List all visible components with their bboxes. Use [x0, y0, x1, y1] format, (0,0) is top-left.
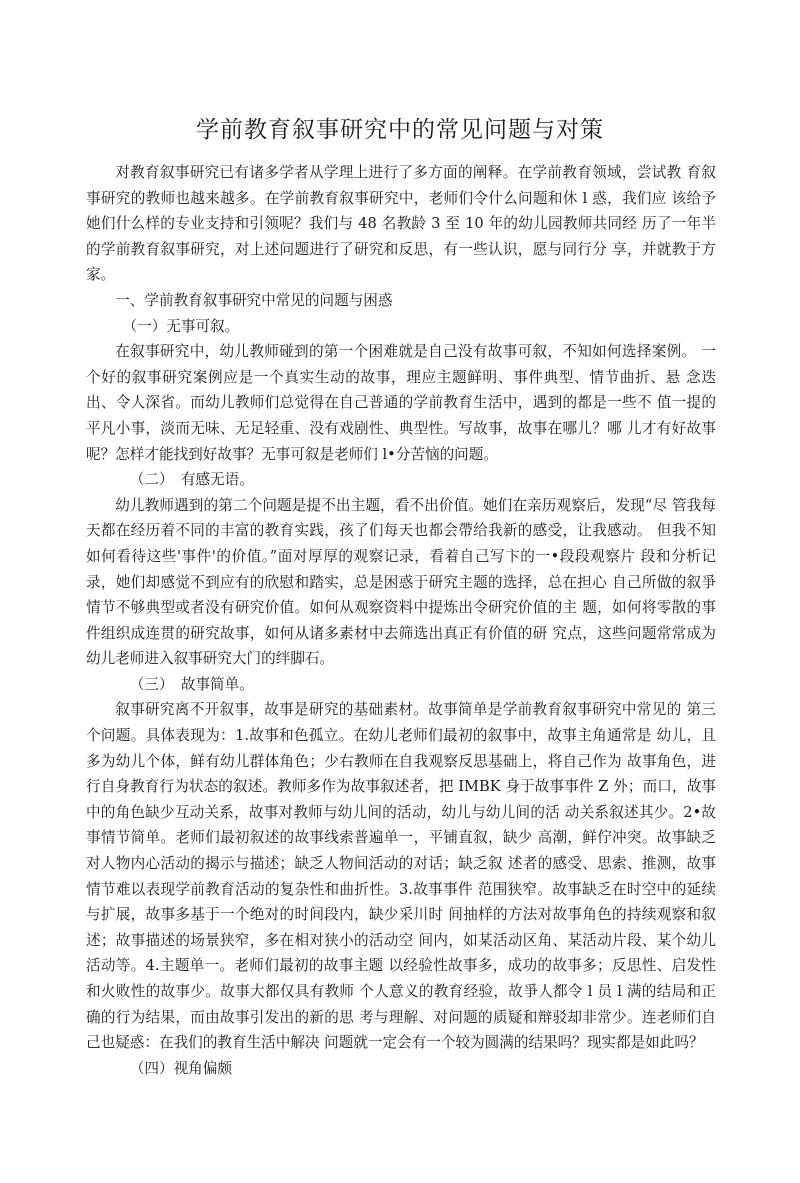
document-title: 学前教育叙事研究中的常见问题与对策 [196, 117, 604, 143]
body-paragraph-3: 叙事研究离不开叙事，故事是研究的基础素材。故事简单是学前教育叙事研究中常见的 第三个问题。具体表现为：1.故事和色孤立。在幼儿老师们最初的叙事中，故事主角通常是 幼儿，且多为幼儿个体，鲜有幼儿群体角色；少右教师在自我观察反思基础上，将自己作为 故事角色，进行自身教育行为状态的叙述。教师多作为故事叙述者，把 IMBK 身于故事事件 Z 外；而口，故事中的角色缺少互动关系，故事对教师与幼儿间的活动，幼儿与幼儿间的活 动关系叙述其少。2•故事情节简单。老师们最初叙述的故事线索普遍单一，平铺直叙，缺少 高潮，鲜佇冲突。故事缺乏对人物内心活动的揭示与描述；缺乏人物间活动的对话；缺乏叙 述者的感受、思索、推测，故事情节难以表现学前教育活动的复杂性和曲折性。3.故事事件 范围狭窄。故事缺乏在时空中的延续与扩展，故事多基于一个绝对的时间段内，缺少采川时 间抽样的方法对故事角色的持续观察和叙述；故事描述的场景狭窄，多在相对狭小的活动空 间内，如某活动区角、某活动片段、某个幼儿活动等。4.主题单一。老师们最初的故事主题 以经验性故事多，成功的故事多；反思性、启发性和火败性的故事少。故事大都仅具有教师 个人意义的教育经验，故爭人都令 l 员 l 满的结局和正确的行为结果，而由故事引发出的新的思 考与理解、对问题的质疑和辩驳却非常少。连老师们自己也疑惑：在我们的教育生活中解决 问题就一定会有一个较为圆满的结果吗？现实都是如此吗？ [86, 701, 716, 1052]
subsection-heading-2: （二） 有感无语。 [129, 471, 254, 489]
intro-paragraph: 对教育叙事研究已有诸多学者从学理上进行了多方面的阐释。在学前教育领域，尝试教 育叙事研究的教师也越来越多。在学前教育叙事研究中，老师们令什么问题和休 l 惑，我们应 该给予她们什么样的专业支持和引领呢？我们与 48 名教龄 3 至 10 年的幼儿园教师共同经 历了一年半的学前教育叙事研究，对上述问题进行了研究和反思，有一些认识，愿与同行分 享，并就教于方家。 [86, 164, 716, 284]
subsection-heading-3: （三） 故事简单。 [129, 675, 254, 693]
body-paragraph-2: 幼儿教师遇到的第二个问题是提不出主题，看不出价值。她们在亲历观察后，发现“尽 管我每天都在经历着不同的丰富的教育实践，孩了们每天也都会帶给我新的感受，让我感动。 但我不知如何看待这些'事件'的价值。”面对厚厚的观察记录，看着自己写卞的一•段段观察片 段和分析记录，她们却感觉不到应有的欣慰和踏实，总是困惑于研究主题的选择，总在担心 自己所做的叙爭情节不够典型或者没有研究价值。如何从观察资料中提炼出令研究价值的主 题，如何将零散的事件组织成连贯的研究故事，如何从诸多素材中去筛选出真正有价值的研 究点，这些问题常常成为幼儿老师进入叙事研究大门的绊脚石。 [86, 496, 716, 668]
body-paragraph-1: 在叙事研究中，幼儿教师碰到的第一个困难就是自己没有故事可叙，不知如何选择案例。 一个好的叙事研究案例应是一个真实生动的故事，理应主题鲜明、事件典型、情节曲折、悬 念迭出、令人深省。而幼儿教师们总觉得在自己普通的学前教育生活中，遇到的都是一些不 值一提的平凡小事，淡而无味、无足轻重、没有戏剧性、典型性。写故事，故事在哪儿？哪 儿才有好故事呢？怎样才能找到好故事？无事可叙是老师们 l•分苦恼的问题。 [86, 343, 716, 463]
section-heading-1: 一、学前教育叙事研究中常见的问题与困惑 [115, 291, 393, 309]
subsection-heading-1: （一）无事可叙。 [122, 317, 240, 335]
subsection-heading-4: （四）视角偏颇 [129, 1059, 232, 1077]
document-body [86, 160, 716, 1081]
